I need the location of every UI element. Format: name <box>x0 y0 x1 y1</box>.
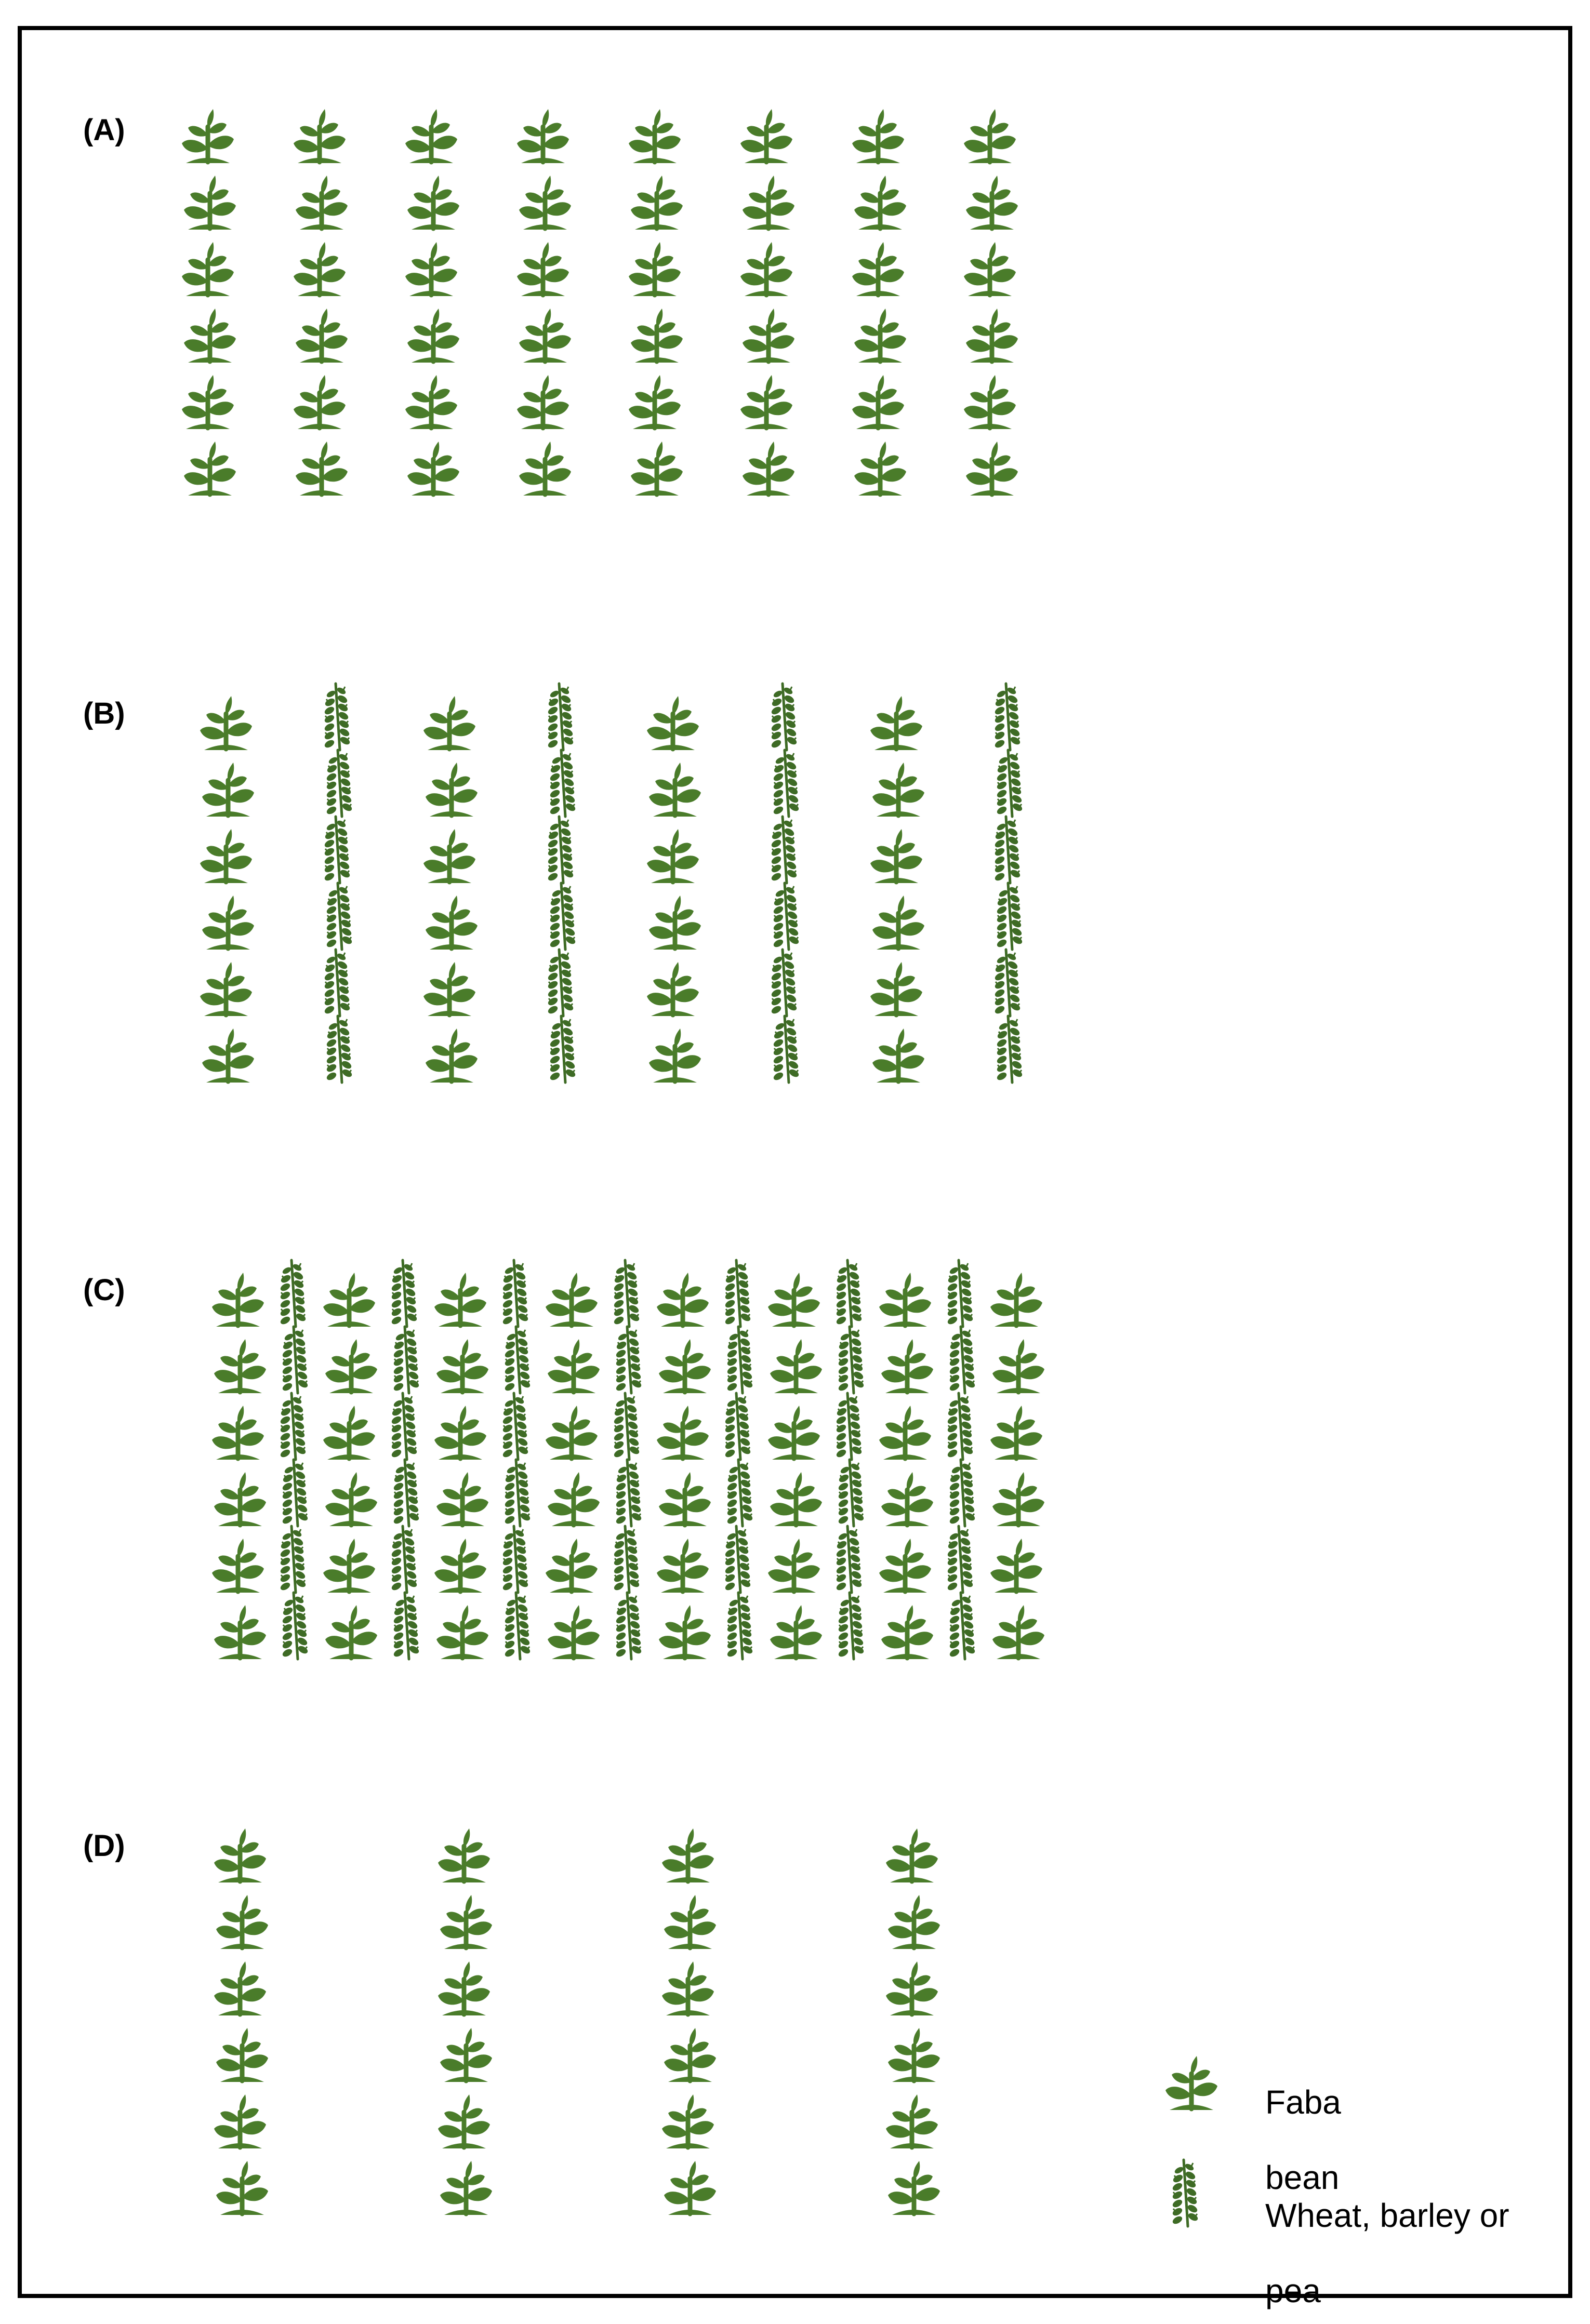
faba-bean-plant-icon <box>743 309 794 363</box>
cereal-ear-icon <box>504 1460 531 1526</box>
faba-bean-row <box>405 109 459 496</box>
faba-bean-plant-icon <box>296 309 348 363</box>
cereal-ear-icon <box>726 1460 753 1526</box>
faba-bean-plant-icon <box>659 1605 711 1659</box>
faba-bean-plant-icon <box>886 2094 938 2148</box>
cereal-ear-icon <box>996 1016 1023 1083</box>
faba-bean-plant-icon <box>546 1539 598 1593</box>
faba-bean-row <box>886 1828 940 2215</box>
faba-bean-plant-icon <box>202 1029 254 1083</box>
faba-bean-plant-icon <box>182 109 234 163</box>
faba-bean-plant-icon <box>423 829 475 883</box>
cereal-ear-icon <box>837 1460 865 1526</box>
faba-bean-plant-icon <box>202 896 254 950</box>
faba-bean-row <box>517 109 571 496</box>
faba-bean-plant-icon <box>879 1539 931 1593</box>
faba-bean-plant-icon <box>966 176 1018 230</box>
cereal-ear-icon <box>615 1593 642 1659</box>
faba-bean-plant-icon <box>323 1539 375 1593</box>
faba-bean-plant-icon <box>214 1472 266 1526</box>
faba-bean-plant-icon <box>519 442 571 496</box>
cereal-row <box>279 1260 309 1659</box>
faba-bean-plant-icon <box>886 1961 938 2015</box>
faba-bean-plant-icon <box>768 1273 820 1327</box>
faba-bean-row <box>870 696 924 1083</box>
cereal-ear-icon <box>996 883 1023 950</box>
faba-bean-plant-icon <box>212 1539 264 1593</box>
faba-bean-row <box>662 1828 716 2215</box>
faba-bean-plant-icon <box>881 1339 933 1393</box>
cereal-ear-icon <box>547 684 574 750</box>
faba-bean-row <box>546 1273 600 1659</box>
faba-bean-plant-icon <box>296 176 348 230</box>
cereal-ear-icon <box>392 1593 420 1659</box>
cereal-ear-icon <box>390 1260 418 1327</box>
faba-bean-plant-icon <box>325 1472 377 1526</box>
faba-bean-row <box>964 109 1018 496</box>
legend-faba-bean-plant-icon <box>1165 2056 1217 2110</box>
faba-bean-plant-icon <box>216 2028 268 2082</box>
faba-bean-plant-icon <box>852 242 904 296</box>
faba-bean-plant-icon <box>426 1029 478 1083</box>
faba-bean-plant-icon <box>294 109 346 163</box>
faba-bean-plant-icon <box>296 442 348 496</box>
faba-bean-plant-icon <box>647 696 699 750</box>
faba-bean-plant-icon <box>184 309 236 363</box>
faba-bean-plant-icon <box>770 1472 822 1526</box>
faba-bean-plant-icon <box>436 1472 488 1526</box>
cereal-ear-icon <box>724 1393 751 1460</box>
cereal-ear-icon <box>549 1016 576 1083</box>
cereal-row <box>835 1260 865 1659</box>
cereal-ear-icon <box>724 1260 751 1327</box>
faba-bean-plant-icon <box>423 696 475 750</box>
faba-bean-plant-icon <box>964 109 1016 163</box>
faba-bean-plant-icon <box>405 375 457 429</box>
faba-bean-plant-icon <box>647 829 699 883</box>
faba-bean-row <box>200 696 254 1083</box>
cereal-ear-icon <box>835 1526 863 1593</box>
faba-bean-plant-icon <box>770 1339 822 1393</box>
faba-bean-plant-icon <box>872 1029 924 1083</box>
faba-bean-plant-icon <box>200 829 252 883</box>
faba-bean-plant-icon <box>881 1472 933 1526</box>
faba-bean-plant-icon <box>657 1273 709 1327</box>
faba-bean-plant-icon <box>325 1339 377 1393</box>
faba-bean-row <box>740 109 794 496</box>
faba-bean-plant-icon <box>870 962 922 1016</box>
faba-bean-plant-icon <box>182 375 234 429</box>
cereal-ear-icon <box>281 1327 309 1393</box>
faba-bean-plant-icon <box>426 896 478 950</box>
faba-bean-plant-icon <box>888 1895 940 1949</box>
faba-bean-row <box>647 696 701 1083</box>
faba-bean-plant-icon <box>854 442 906 496</box>
cereal-ear-icon <box>946 1260 974 1327</box>
legend-faba-label-line2: bean <box>1265 2159 1340 2196</box>
faba-bean-plant-icon <box>214 1605 266 1659</box>
faba-bean-plant-icon <box>649 896 701 950</box>
cereal-ear-icon <box>613 1393 640 1460</box>
panel-b-plots <box>200 684 1024 1083</box>
cereal-ear-icon <box>504 1593 531 1659</box>
cereal-ear-icon <box>390 1393 418 1460</box>
faba-bean-plant-icon <box>434 1406 486 1460</box>
faba-bean-plant-icon <box>854 309 906 363</box>
faba-bean-plant-icon <box>216 2161 268 2215</box>
faba-bean-plant-icon <box>992 1472 1044 1526</box>
cereal-ear-icon <box>835 1260 863 1327</box>
cereal-row <box>946 1260 976 1659</box>
faba-bean-row <box>434 1273 488 1659</box>
faba-bean-row <box>423 696 478 1083</box>
faba-bean-plant-icon <box>214 2094 266 2148</box>
faba-bean-plant-icon <box>990 1539 1042 1593</box>
cereal-ear-icon <box>835 1393 863 1460</box>
faba-bean-row <box>768 1273 822 1659</box>
legend-cereal-label-line2: pea <box>1265 2272 1321 2309</box>
cereal-ear-icon <box>547 950 574 1016</box>
faba-bean-row <box>294 109 348 496</box>
faba-bean-plant-icon <box>870 829 922 883</box>
cereal-ear-icon <box>993 684 1021 750</box>
cereal-ear-icon <box>392 1327 420 1393</box>
faba-bean-plant-icon <box>440 2028 492 2082</box>
faba-bean-plant-icon <box>662 1828 714 1882</box>
faba-bean-row <box>182 109 236 496</box>
faba-bean-plant-icon <box>405 242 457 296</box>
faba-bean-plant-icon <box>519 309 571 363</box>
panel-label-b: (B) <box>83 697 125 730</box>
faba-bean-plant-icon <box>664 2028 716 2082</box>
faba-bean-plant-icon <box>517 109 569 163</box>
cereal-row <box>323 684 353 1083</box>
faba-bean-plant-icon <box>438 1961 490 2015</box>
faba-bean-plant-icon <box>872 896 924 950</box>
faba-bean-plant-icon <box>629 375 681 429</box>
cereal-ear-icon <box>390 1526 418 1593</box>
faba-bean-plant-icon <box>519 176 571 230</box>
faba-bean-row <box>629 109 683 496</box>
panel-label-c: (C) <box>83 1273 125 1307</box>
faba-bean-plant-icon <box>990 1406 1042 1460</box>
faba-bean-plant-icon <box>212 1273 264 1327</box>
faba-bean-plant-icon <box>647 962 699 1016</box>
cereal-ear-icon <box>613 1260 640 1327</box>
faba-bean-plant-icon <box>664 2161 716 2215</box>
faba-bean-plant-icon <box>743 442 794 496</box>
faba-bean-plant-icon <box>768 1539 820 1593</box>
faba-bean-plant-icon <box>852 375 904 429</box>
panel-c-plots <box>212 1260 1044 1659</box>
cereal-ear-icon <box>948 1460 976 1526</box>
cereal-ear-icon <box>948 1327 976 1393</box>
faba-bean-row <box>214 1828 268 2215</box>
cereal-ear-icon <box>993 817 1021 883</box>
faba-bean-plant-icon <box>888 2028 940 2082</box>
faba-bean-plant-icon <box>740 375 792 429</box>
faba-bean-plant-icon <box>546 1406 598 1460</box>
faba-bean-plant-icon <box>407 309 459 363</box>
cereal-ear-icon <box>837 1327 865 1393</box>
cereal-row <box>724 1260 753 1659</box>
faba-bean-plant-icon <box>325 1605 377 1659</box>
cereal-ear-icon <box>724 1526 751 1593</box>
faba-bean-plant-icon <box>629 242 681 296</box>
faba-bean-plant-icon <box>517 375 569 429</box>
cereal-ear-icon <box>323 817 351 883</box>
faba-bean-plant-icon <box>214 1961 266 2015</box>
cereal-ear-icon <box>837 1593 865 1659</box>
faba-bean-plant-icon <box>629 109 681 163</box>
cereal-ear-icon <box>501 1393 529 1460</box>
cereal-row <box>390 1260 420 1659</box>
cereal-ear-icon <box>279 1526 307 1593</box>
faba-bean-plant-icon <box>548 1472 600 1526</box>
faba-bean-plant-icon <box>294 375 346 429</box>
faba-bean-plant-icon <box>426 763 478 817</box>
cereal-ear-icon <box>501 1260 529 1327</box>
cereal-ear-icon <box>504 1327 531 1393</box>
faba-bean-plant-icon <box>436 1339 488 1393</box>
legend-faba-label-line1: Faba <box>1265 2083 1341 2121</box>
faba-bean-plant-icon <box>182 242 234 296</box>
faba-bean-plant-icon <box>743 176 794 230</box>
faba-bean-plant-icon <box>438 1828 490 1882</box>
faba-bean-plant-icon <box>879 1273 931 1327</box>
cereal-ear-icon <box>770 817 798 883</box>
faba-bean-plant-icon <box>662 2094 714 2148</box>
faba-bean-plant-icon <box>212 1406 264 1460</box>
legend-cereal-ear-icon <box>1171 2160 1199 2226</box>
cereal-ear-icon <box>946 1526 974 1593</box>
faba-bean-plant-icon <box>184 176 236 230</box>
faba-bean-plant-icon <box>879 1406 931 1460</box>
cereal-ear-icon <box>547 817 574 883</box>
cereal-ear-icon <box>392 1460 420 1526</box>
cereal-ear-icon <box>323 950 351 1016</box>
faba-bean-row <box>852 109 906 496</box>
faba-bean-plant-icon <box>966 309 1018 363</box>
cereal-ear-icon <box>726 1593 753 1659</box>
faba-bean-plant-icon <box>990 1273 1042 1327</box>
faba-bean-plant-icon <box>740 242 792 296</box>
faba-bean-plant-icon <box>407 176 459 230</box>
cereal-ear-icon <box>279 1393 307 1460</box>
faba-bean-plant-icon <box>407 442 459 496</box>
faba-bean-plant-icon <box>202 763 254 817</box>
faba-bean-plant-icon <box>294 242 346 296</box>
faba-bean-plant-icon <box>659 1472 711 1526</box>
faba-bean-plant-icon <box>852 109 904 163</box>
faba-bean-row <box>438 1828 492 2215</box>
faba-bean-plant-icon <box>436 1605 488 1659</box>
faba-bean-plant-icon <box>649 1029 701 1083</box>
faba-bean-row <box>990 1273 1044 1659</box>
faba-bean-plant-icon <box>854 176 906 230</box>
panel-a-plots <box>182 109 1018 496</box>
faba-bean-plant-icon <box>216 1895 268 1949</box>
legend <box>1165 2056 1217 2226</box>
cereal-ear-icon <box>615 1460 642 1526</box>
faba-bean-row <box>212 1273 266 1659</box>
cereal-ear-icon <box>281 1460 309 1526</box>
faba-bean-plant-icon <box>881 1605 933 1659</box>
cereal-ear-icon <box>615 1327 642 1393</box>
faba-bean-plant-icon <box>200 696 252 750</box>
faba-bean-plant-icon <box>886 1828 938 1882</box>
faba-bean-plant-icon <box>888 2161 940 2215</box>
faba-bean-plant-icon <box>548 1605 600 1659</box>
faba-bean-plant-icon <box>200 962 252 1016</box>
faba-bean-plant-icon <box>434 1539 486 1593</box>
cereal-ear-icon <box>772 883 800 950</box>
faba-bean-plant-icon <box>184 442 236 496</box>
cereal-row <box>770 684 800 1083</box>
faba-bean-plant-icon <box>649 763 701 817</box>
faba-bean-plant-icon <box>740 109 792 163</box>
faba-bean-plant-icon <box>657 1406 709 1460</box>
faba-bean-plant-icon <box>440 1895 492 1949</box>
cereal-ear-icon <box>281 1593 309 1659</box>
faba-bean-plant-icon <box>964 242 1016 296</box>
cereal-ear-icon <box>770 684 798 750</box>
faba-bean-plant-icon <box>768 1406 820 1460</box>
faba-bean-plant-icon <box>631 176 683 230</box>
faba-bean-row <box>879 1273 933 1659</box>
panel-label-d: (D) <box>83 1829 125 1863</box>
legend-cereal-label-line1: Wheat, barley or <box>1265 2197 1509 2234</box>
cereal-ear-icon <box>996 750 1023 817</box>
faba-bean-plant-icon <box>662 1961 714 2015</box>
faba-bean-plant-icon <box>438 2094 490 2148</box>
faba-bean-plant-icon <box>548 1339 600 1393</box>
cereal-row <box>613 1260 642 1659</box>
cereal-ear-icon <box>948 1593 976 1659</box>
faba-bean-plant-icon <box>966 442 1018 496</box>
cereal-ear-icon <box>325 883 353 950</box>
faba-bean-plant-icon <box>631 309 683 363</box>
panel-label-a: (A) <box>83 113 125 147</box>
faba-bean-plant-icon <box>405 109 457 163</box>
plots-layer <box>182 109 1044 2215</box>
faba-bean-plant-icon <box>440 2161 492 2215</box>
cereal-ear-icon <box>613 1526 640 1593</box>
faba-bean-plant-icon <box>872 763 924 817</box>
cereal-ear-icon <box>946 1393 974 1460</box>
faba-bean-plant-icon <box>664 1895 716 1949</box>
faba-bean-plant-icon <box>546 1273 598 1327</box>
faba-bean-plant-icon <box>434 1273 486 1327</box>
faba-bean-plant-icon <box>214 1828 266 1882</box>
faba-bean-plant-icon <box>770 1605 822 1659</box>
panel-d-plots <box>214 1828 940 2215</box>
cereal-ear-icon <box>501 1526 529 1593</box>
cereal-row <box>501 1260 531 1659</box>
faba-bean-plant-icon <box>323 1406 375 1460</box>
cereal-ear-icon <box>549 750 576 817</box>
faba-bean-plant-icon <box>657 1539 709 1593</box>
faba-bean-plant-icon <box>214 1339 266 1393</box>
faba-bean-plant-icon <box>992 1605 1044 1659</box>
cereal-ear-icon <box>325 1016 353 1083</box>
faba-bean-plant-icon <box>423 962 475 1016</box>
faba-bean-row <box>323 1273 377 1659</box>
faba-bean-plant-icon <box>631 442 683 496</box>
cereal-ear-icon <box>549 883 576 950</box>
cereal-ear-icon <box>726 1327 753 1393</box>
faba-bean-row <box>657 1273 711 1659</box>
faba-bean-plant-icon <box>964 375 1016 429</box>
cereal-ear-icon <box>325 750 353 817</box>
cereal-ear-icon <box>772 750 800 817</box>
faba-bean-plant-icon <box>323 1273 375 1327</box>
faba-bean-plant-icon <box>870 696 922 750</box>
faba-bean-plant-icon <box>517 242 569 296</box>
cereal-ear-icon <box>772 1016 800 1083</box>
cereal-ear-icon <box>279 1260 307 1327</box>
cereal-ear-icon <box>770 950 798 1016</box>
cereal-row <box>993 684 1023 1083</box>
faba-bean-plant-icon <box>659 1339 711 1393</box>
cereal-ear-icon <box>993 950 1021 1016</box>
cereal-row <box>547 684 576 1083</box>
cereal-ear-icon <box>323 684 351 750</box>
faba-bean-plant-icon <box>992 1339 1044 1393</box>
